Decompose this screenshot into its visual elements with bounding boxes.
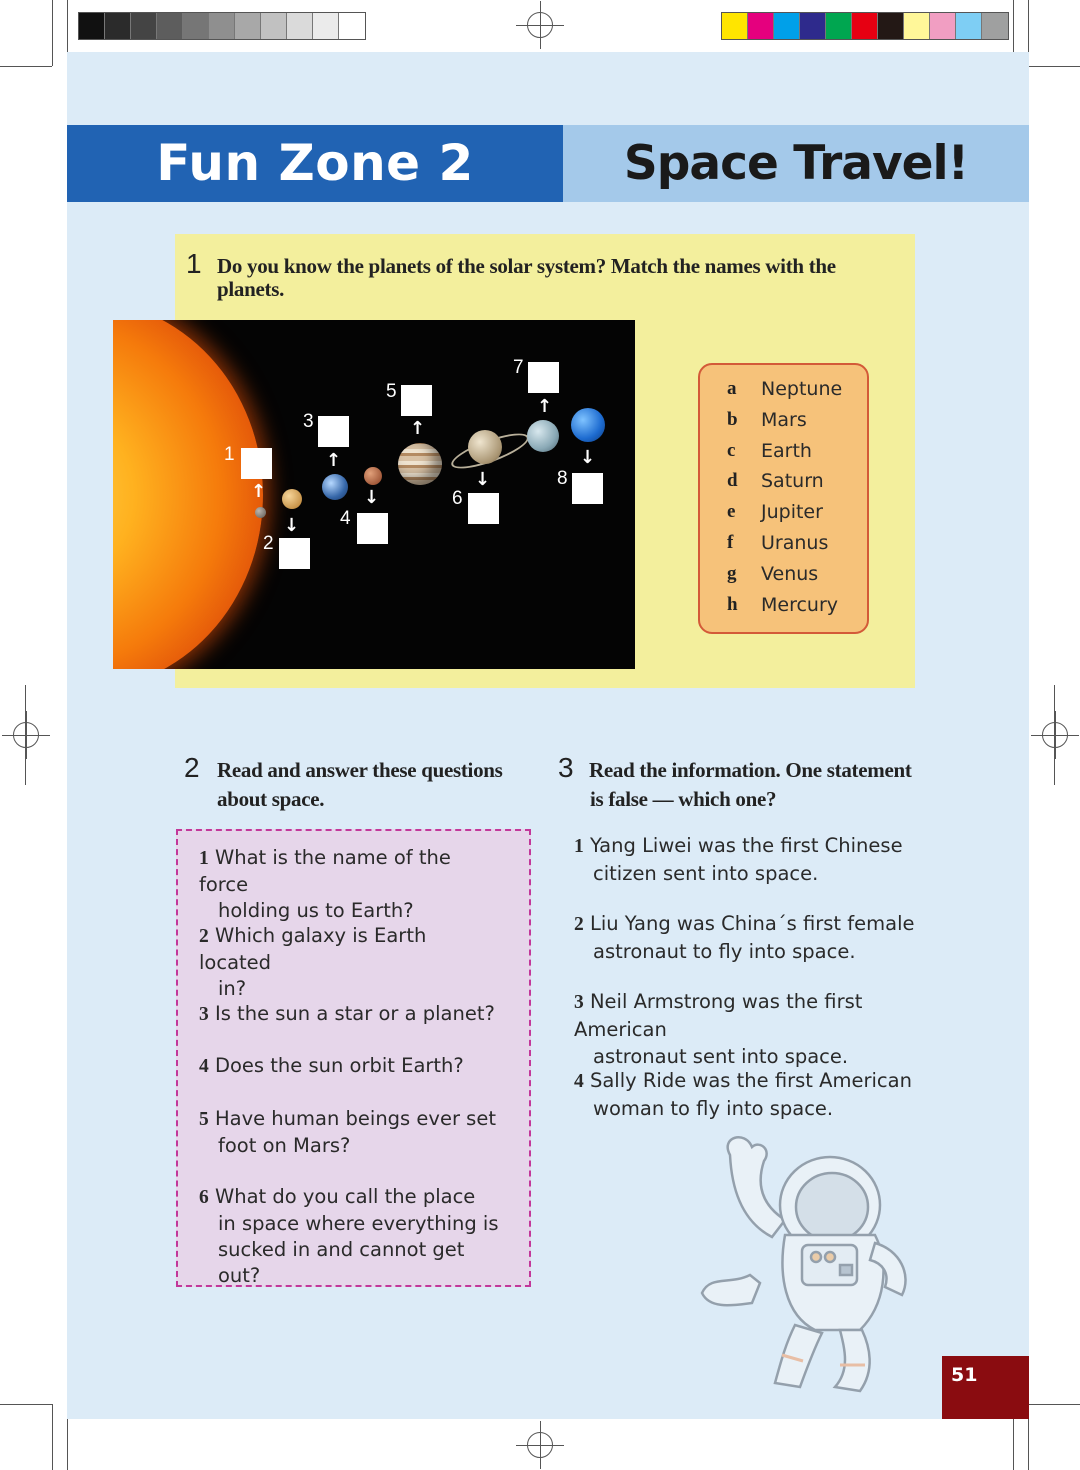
crop-mark bbox=[0, 66, 52, 67]
color-swatch bbox=[774, 13, 800, 39]
planet-label-1: 1 bbox=[224, 444, 235, 465]
crop-mark bbox=[1028, 1404, 1080, 1405]
planet-names-box bbox=[698, 363, 869, 634]
exercise-3-number: 3 bbox=[558, 752, 574, 783]
neptune-planet bbox=[571, 408, 605, 442]
planet-name: Neptune bbox=[761, 378, 843, 400]
crop-mark bbox=[1054, 685, 1055, 785]
question-text: Is the sun a star or a planet? bbox=[214, 1002, 495, 1025]
question-item bbox=[199, 1184, 504, 1289]
crop-mark bbox=[1028, 66, 1080, 67]
saturn-planet bbox=[468, 430, 502, 464]
question-number: 3 bbox=[199, 1004, 209, 1025]
crop-mark bbox=[52, 0, 53, 66]
color-swatch bbox=[261, 13, 287, 39]
planet-name-letter: h bbox=[727, 594, 738, 615]
planet-name-row bbox=[700, 563, 871, 594]
planet-name-row bbox=[700, 409, 871, 440]
arrow-down-icon: ↓ bbox=[475, 469, 491, 490]
statement-text: Liu Yang was China´s first female bbox=[589, 912, 915, 935]
color-swatch bbox=[131, 13, 157, 39]
planet-name-letter: e bbox=[727, 501, 736, 522]
statement-text: citizen sent into space. bbox=[593, 862, 819, 885]
question-text: holding us to Earth? bbox=[218, 899, 414, 922]
question-item bbox=[199, 923, 504, 1002]
question-text: in space where everything is bbox=[218, 1212, 499, 1235]
answer-box-7[interactable] bbox=[528, 362, 559, 393]
question-text: in? bbox=[218, 977, 247, 1000]
crop-mark bbox=[67, 1419, 68, 1470]
registration-mark bbox=[527, 12, 553, 38]
arrow-up-icon: ↑ bbox=[251, 481, 267, 502]
statement-text: Neil Armstrong was the first American bbox=[574, 990, 863, 1041]
registration-mark bbox=[13, 722, 39, 748]
question-number: 2 bbox=[199, 926, 209, 947]
question-text: What is the name of the force bbox=[199, 846, 451, 896]
planet-label-3: 3 bbox=[303, 411, 314, 432]
planet-label-4: 4 bbox=[340, 508, 351, 529]
statement-number: 3 bbox=[574, 992, 584, 1013]
question-text: foot on Mars? bbox=[218, 1134, 351, 1157]
earth-planet bbox=[322, 474, 348, 500]
color-swatch bbox=[79, 13, 105, 39]
color-swatch bbox=[722, 13, 748, 39]
question-text: Have human beings ever set bbox=[214, 1107, 496, 1130]
color-swatch bbox=[826, 13, 852, 39]
color-swatch bbox=[904, 13, 930, 39]
statement-text: astronaut sent into space. bbox=[593, 1045, 849, 1068]
planet-name: Earth bbox=[761, 440, 812, 462]
answer-box-8[interactable] bbox=[572, 473, 603, 504]
crop-mark bbox=[1013, 1419, 1014, 1470]
crop-mark bbox=[1013, 0, 1014, 52]
registration-mark bbox=[527, 1432, 553, 1458]
answer-box-1[interactable] bbox=[241, 448, 272, 479]
color-swatch bbox=[748, 13, 774, 39]
color-swatch bbox=[956, 13, 982, 39]
planet-label-6: 6 bbox=[452, 488, 463, 509]
answer-box-6[interactable] bbox=[468, 493, 499, 524]
planet-name-row bbox=[700, 378, 871, 409]
registration-mark bbox=[1042, 722, 1068, 748]
planet-label-7: 7 bbox=[513, 357, 524, 378]
color-swatch bbox=[982, 13, 1008, 39]
answer-box-3[interactable] bbox=[318, 416, 349, 447]
arrow-down-icon: ↓ bbox=[580, 447, 596, 468]
question-number: 4 bbox=[199, 1056, 209, 1077]
color-swatch bbox=[313, 13, 339, 39]
planet-name-row bbox=[700, 470, 871, 501]
planet-name: Mercury bbox=[761, 594, 839, 616]
crop-mark bbox=[67, 0, 68, 52]
arrow-down-icon: ↓ bbox=[284, 515, 300, 536]
sun-image bbox=[113, 320, 263, 669]
statement-text: Sally Ride was the first American bbox=[589, 1069, 912, 1092]
question-item bbox=[199, 1106, 504, 1159]
answer-box-5[interactable] bbox=[401, 385, 432, 416]
uranus-planet bbox=[527, 420, 559, 452]
answer-box-2[interactable] bbox=[279, 538, 310, 569]
mars-planet bbox=[364, 467, 382, 485]
question-item bbox=[199, 1001, 504, 1028]
planet-name-letter: a bbox=[727, 378, 737, 399]
exercise-1-instruction: Do you know the planets of the solar system? Match the names with the planets. bbox=[217, 254, 836, 301]
statement-item bbox=[574, 832, 924, 887]
question-number: 5 bbox=[199, 1109, 209, 1130]
color-swatch bbox=[209, 13, 235, 39]
question-item bbox=[199, 845, 504, 924]
planet-name: Saturn bbox=[761, 470, 824, 492]
planet-name-letter: b bbox=[727, 409, 738, 430]
solar-system-image bbox=[113, 320, 635, 669]
question-text: Which galaxy is Earth located bbox=[199, 924, 427, 974]
crop-mark bbox=[0, 1404, 52, 1405]
planet-name: Jupiter bbox=[761, 501, 823, 523]
unit-subtitle: Space Travel! bbox=[563, 125, 1029, 202]
venus-planet bbox=[282, 489, 302, 509]
arrow-up-icon: ↑ bbox=[410, 418, 426, 439]
planet-label-2: 2 bbox=[263, 533, 274, 554]
color-swatch bbox=[852, 13, 878, 39]
planet-name: Venus bbox=[761, 563, 819, 585]
grayscale-color-bar bbox=[78, 12, 366, 40]
statement-item bbox=[574, 910, 924, 965]
color-swatch bbox=[878, 13, 904, 39]
question-text: What do you call the place bbox=[214, 1185, 476, 1208]
statement-text: woman to fly into space. bbox=[593, 1097, 834, 1120]
answer-box-4[interactable] bbox=[357, 513, 388, 544]
exercise-1-number: 1 bbox=[186, 248, 202, 279]
exercise-3-instruction-line2: is false — which one? bbox=[590, 787, 777, 811]
question-number: 6 bbox=[199, 1187, 209, 1208]
arrow-down-icon: ↓ bbox=[364, 487, 380, 508]
arrow-up-icon: ↑ bbox=[326, 450, 342, 471]
planet-label-8: 8 bbox=[557, 468, 568, 489]
planet-name-letter: d bbox=[727, 470, 738, 491]
mercury-planet bbox=[255, 507, 266, 518]
color-swatch bbox=[339, 13, 365, 39]
question-text: Does the sun orbit Earth? bbox=[214, 1054, 464, 1077]
statement-text: astronaut to fly into space. bbox=[593, 940, 856, 963]
exercise-2-instruction-line1: Read and answer these questions bbox=[217, 758, 503, 782]
crop-mark bbox=[25, 685, 26, 785]
cmyk-color-bar bbox=[721, 12, 1009, 40]
jupiter-planet bbox=[398, 443, 442, 485]
exercise-2-number: 2 bbox=[184, 752, 200, 783]
page-number: 51 bbox=[942, 1356, 1029, 1419]
exercise-2-instruction-line2: about space. bbox=[217, 787, 325, 811]
crop-mark bbox=[52, 1404, 53, 1470]
color-swatch bbox=[157, 13, 183, 39]
planet-name-letter: f bbox=[727, 532, 734, 553]
planet-label-5: 5 bbox=[386, 381, 397, 402]
statement-item bbox=[574, 988, 924, 1070]
arrow-up-icon: ↑ bbox=[537, 396, 553, 417]
question-item bbox=[199, 1053, 504, 1080]
statement-number: 2 bbox=[574, 914, 584, 935]
exercise-3-instruction-line1: Read the information. One statement bbox=[589, 758, 912, 782]
color-swatch bbox=[183, 13, 209, 39]
planet-name: Mars bbox=[761, 409, 807, 431]
statement-number: 4 bbox=[574, 1071, 584, 1092]
color-swatch bbox=[235, 13, 261, 39]
color-swatch bbox=[930, 13, 956, 39]
question-text: sucked in and cannot get out? bbox=[218, 1238, 465, 1287]
planet-name-letter: g bbox=[727, 563, 737, 584]
statement-number: 1 bbox=[574, 836, 584, 857]
statement-text: Yang Liwei was the first Chinese bbox=[589, 834, 903, 857]
color-swatch bbox=[105, 13, 131, 39]
planet-name-letter: c bbox=[727, 440, 736, 461]
statement-item bbox=[574, 1067, 924, 1122]
planet-name-row bbox=[700, 501, 871, 532]
color-swatch bbox=[287, 13, 313, 39]
planet-name-row bbox=[700, 594, 871, 625]
question-number: 1 bbox=[199, 848, 209, 869]
planet-name-row bbox=[700, 532, 871, 563]
planet-name: Uranus bbox=[761, 532, 829, 554]
planet-name-row bbox=[700, 440, 871, 471]
color-swatch bbox=[800, 13, 826, 39]
unit-title: Fun Zone 2 bbox=[67, 125, 563, 202]
astronaut-illustration bbox=[690, 1125, 930, 1395]
